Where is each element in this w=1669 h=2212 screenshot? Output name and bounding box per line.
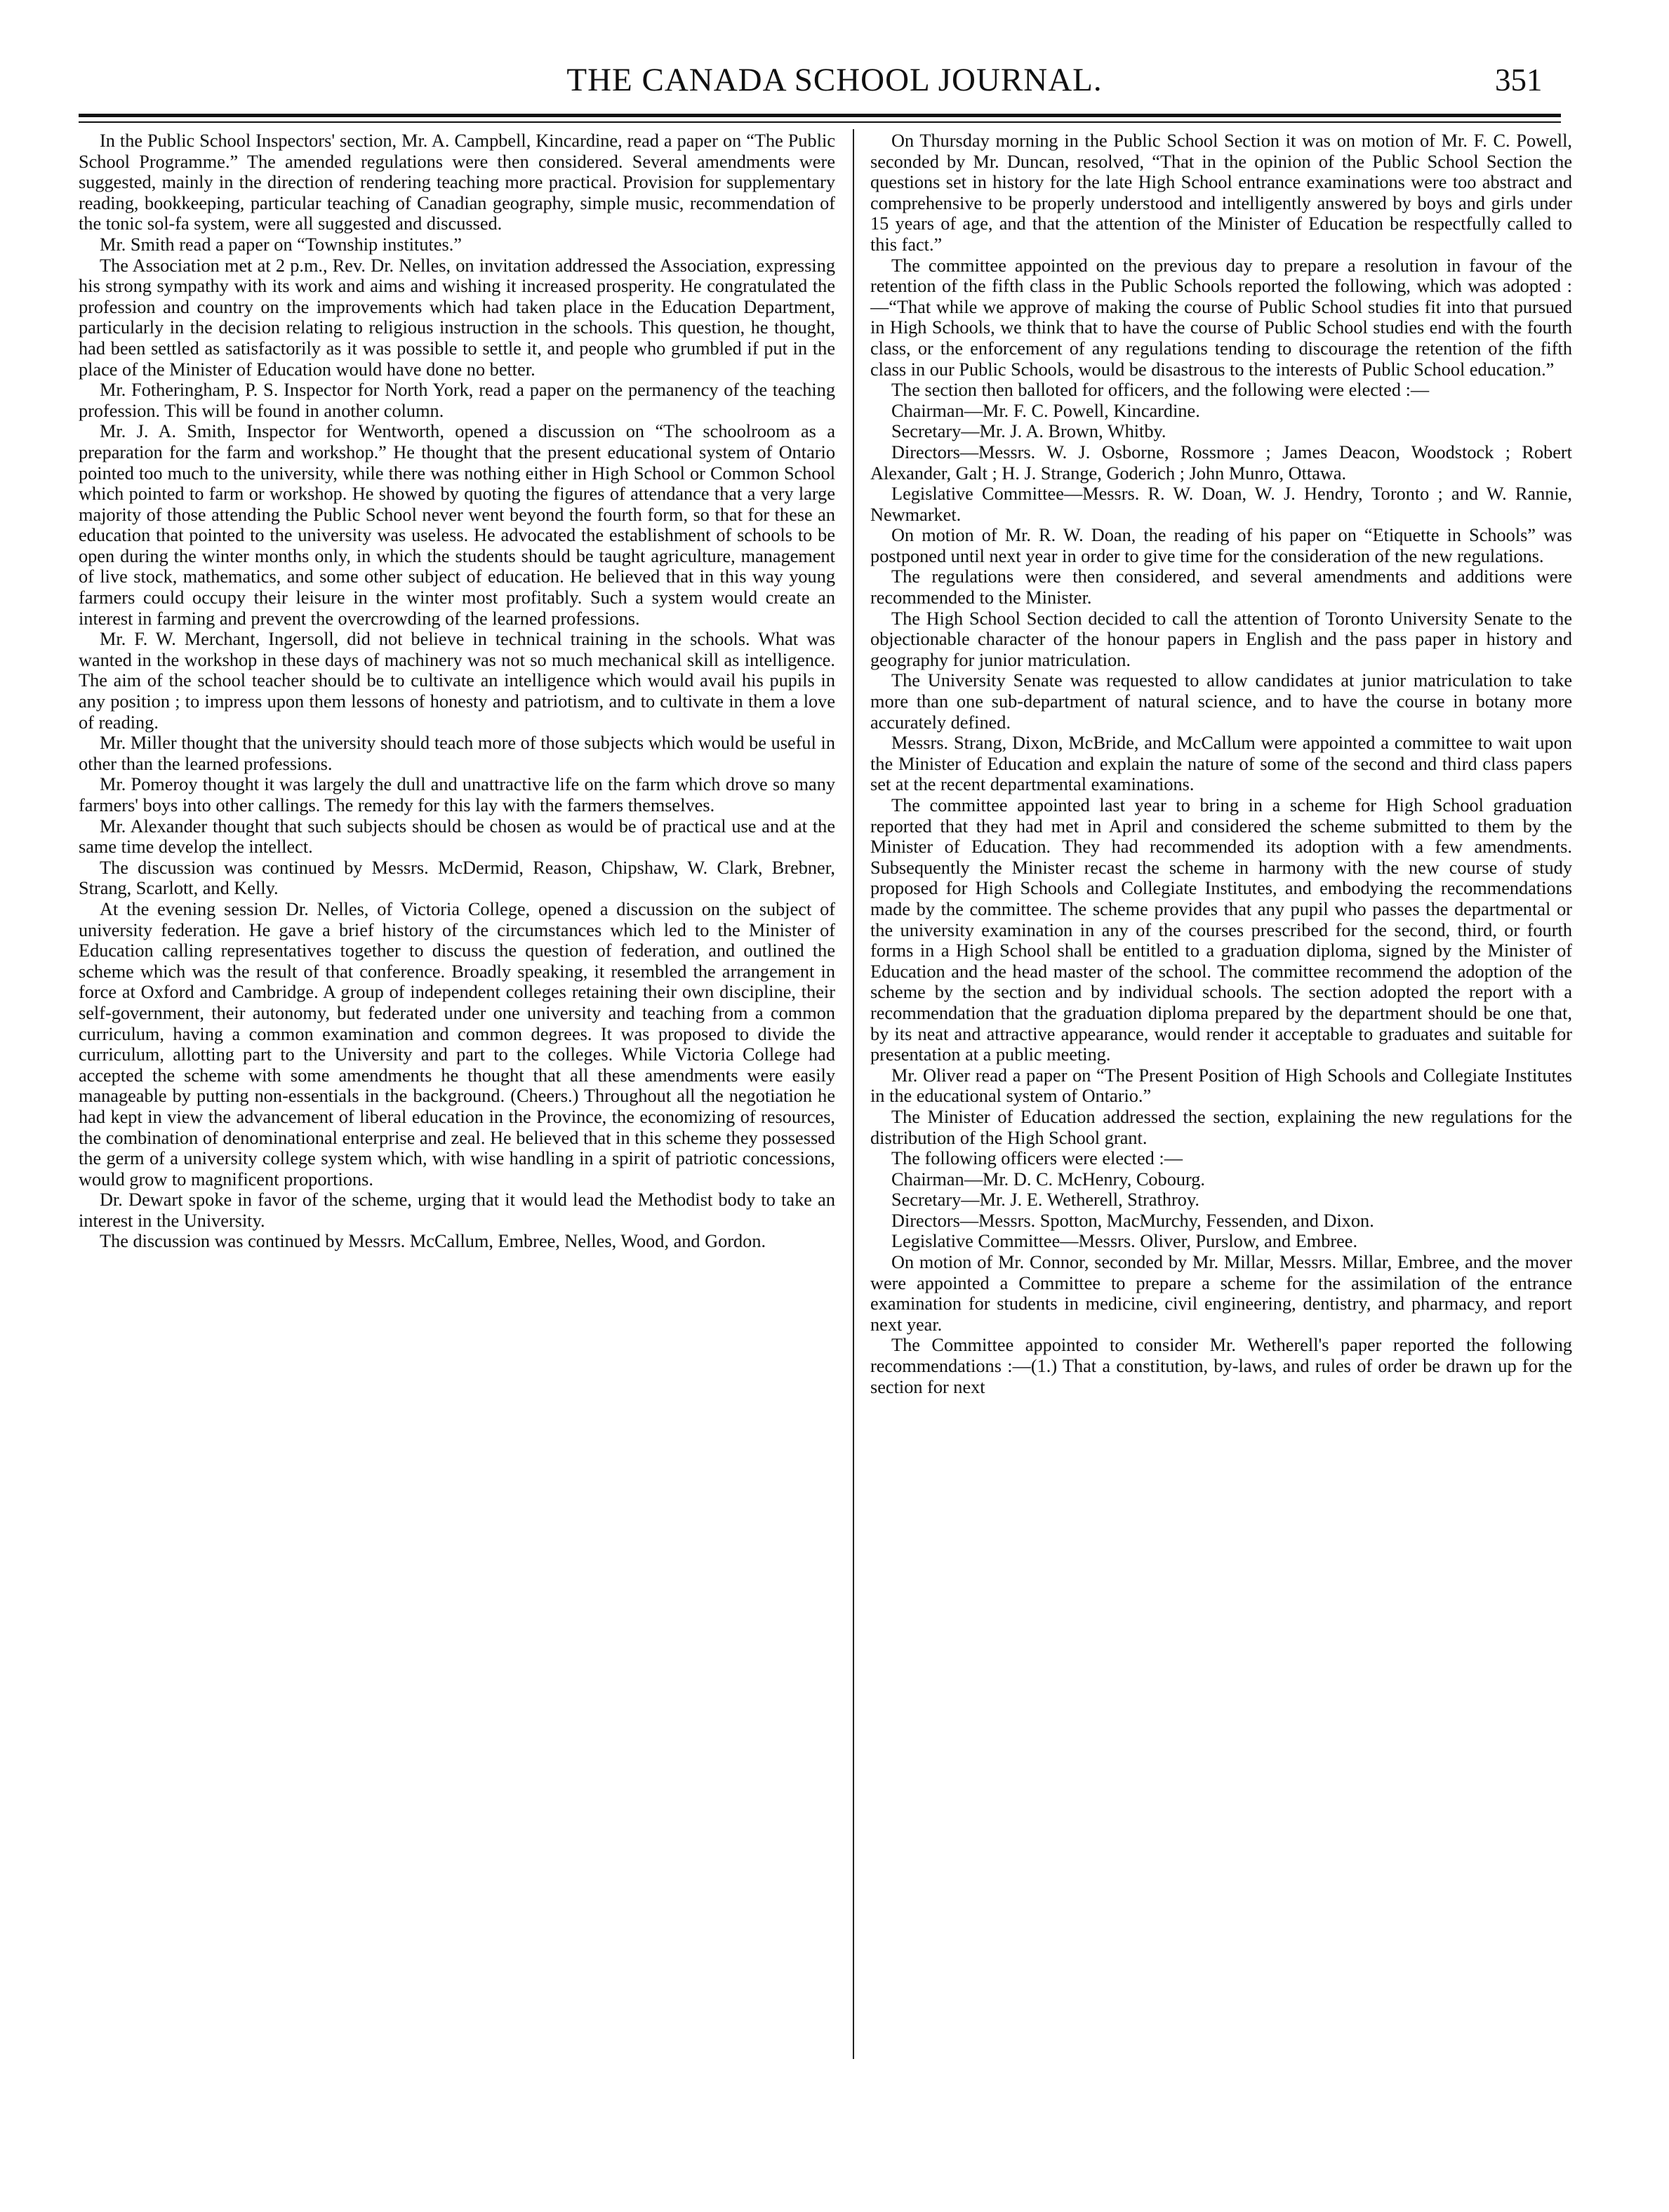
paragraph: In the Public School Inspectors' section, Mr. A. Campbell, Kincardine, read a paper on “The Public School Programme.” The amended regulations were then considered. Several amendments were suggested, mainly in the direction of rendering teaching more practical. Provision for supplementary reading, bookkeeping, particular teaching of Canadian geography, simple music, recommendation of the tonic sol-fa system, were all suggested and discussed. [79, 131, 835, 234]
left-column [79, 131, 835, 2067]
paragraph: The University Senate was requested to allow candidates at junior matriculation to take more than one sub-department of natural science, and to have the course in botany more accurately defined. [870, 670, 1572, 733]
officer-line: Legislative Committee—Messrs. R. W. Doan, W. J. Hendry, Toronto ; and W. Rannie, Newmarket. [870, 484, 1572, 525]
officer-line: Chairman—Mr. F. C. Powell, Kincardine. [891, 400, 1200, 421]
paragraph: Dr. Dewart spoke in favor of the scheme, urging that it would lead the Methodist body to take an interest in the University. [79, 1190, 835, 1231]
page-number: 351 [1495, 62, 1543, 98]
column-divider [853, 129, 854, 2059]
paragraph: The following officers were elected :— [891, 1148, 1183, 1169]
officer-line: Legislative Committee—Messrs. Oliver, Purslow, and Embree. [891, 1231, 1358, 1252]
paragraph: Mr. Fotheringham, P. S. Inspector for North York, read a paper on the permanency of the teaching profession. This will be found in another column. [79, 380, 835, 421]
right-column [870, 131, 1572, 2067]
paragraph: The discussion was continued by Messrs. McCallum, Embree, Nelles, Wood, and Gordon. [100, 1231, 766, 1252]
paragraph: On Thursday morning in the Public School Section it was on motion of Mr. F. C. Powell, seconded by Mr. Duncan, resolved, “That in the opinion of the Public School Section the questions set in history for the late High School entrance examinations were too abstract and comprehensive to be properly understood and intelligently answered by boys and girls under 15 years of age, and that the attention of the Minister of Education be respectfully called to this fact.” [870, 131, 1572, 255]
header-rule-thick [79, 114, 1561, 117]
paragraph: Mr. Miller thought that the university should teach more of those subjects which would be useful in other than the learned professions. [79, 733, 835, 774]
paragraph: The section then balloted for officers, and the following were elected :— [891, 380, 1430, 401]
paragraph: Mr. Alexander thought that such subjects should be chosen as would be of practical use and at the same time develop the intellect. [79, 815, 835, 858]
paragraph: The High School Section decided to call the attention of Toronto University Senate to the objectionable character of the honour papers in English and the pass paper in history and geography for junior matriculation. [870, 608, 1572, 670]
paragraph: Mr. F. W. Merchant, Ingersoll, did not believe in technical training in the schools. What was wanted in the workshop in these days of machinery was not so much mechanical skill as intelligence. The aim of the school teacher should be to cultivate an intelligence which would avail his pupils in any position ; to impress upon them lessons of honesty and patriotism, and to cultivate in them a love of reading. [79, 629, 835, 733]
officer-line: Directors—Messrs. W. J. Osborne, Rossmore ; James Deacon, Woodstock ; Robert Alexander, Galt ; H. J. Strange, Goderich ; John Munro, Ottawa. [870, 441, 1572, 484]
paragraph: The discussion was continued by Messrs. McDermid, Reason, Chipshaw, W. Clark, Brebner, Strang, Scarlott, and Kelly. [79, 857, 835, 899]
paragraph: Mr. Oliver read a paper on “The Present Position of High Schools and Collegiate Institutes in the educational system of Ontario.” [870, 1065, 1572, 1107]
paragraph: The committee appointed last year to bring in a scheme for High School graduation reported that they had met in April and considered the scheme submitted to them by the Minister of Education. They had recommended its adoption with a few amendments. Subsequently the Minister recast the scheme in harmony with the new course of study proposed for High Schools and Collegiate Institutes, and embodying the recommendations made by the committee. The scheme provides that any pupil who passes the departmental or the university examination in any of the courses prescribed for the second, third, or fourth forms in a High School shall be entitled to a graduation diploma, signed by the Minister of Education and the head master of the school. The committee recommend the adoption of the scheme by the section and by individual schools. The section adopted the report with a recommendation that the graduation diploma prepared by the department should be one that, by its neat and attractive appearance, would render it acceptable to graduates and suitable for presentation at a public meeting. [870, 795, 1572, 1065]
running-head-title: THE CANADA SCHOOL JOURNAL. [566, 62, 1103, 98]
paragraph: On motion of Mr. R. W. Doan, the reading of his paper on “Etiquette in Schools” was postponed until next year in order to give time for the consideration of the new regulations. [870, 525, 1572, 566]
header-rule-thin [79, 121, 1561, 123]
paragraph: At the evening session Dr. Nelles, of Victoria College, opened a discussion on the subject of university federation. He gave a brief history of the circumstances which led to the Minister of Education calling representatives together to discuss the question of federation, and outlined the scheme which was the result of that conference. Broadly speaking, it resembled the arrangement in force at Oxford and Cambridge. A group of independent colleges retaining their own discipline, their self-government, their autonomy, but federated under one university and teaching from a common curriculum, having a common examination and common degrees. It was proposed to divide the curriculum, allotting part to the University and part to the colleges. While Victoria College had accepted the scheme with some amendments he thought that all these amendments were easily manageable by putting non-essentials in the background. (Cheers.) Throughout all the negotiation he had kept in view the advancement of liberal education in the Province, the economizing of resources, the combination of denominational enterprise and zeal. He believed that in this scheme they possessed the germ of a university college system which, with wise handling in a spirit of patriotic concessions, would grow to magnificent proportions. [79, 898, 835, 1190]
paragraph: The Committee appointed to consider Mr. Wetherell's paper reported the following recommendations :—(1.) That a constitution, by-laws, and rules of order be drawn up for the section for next [870, 1335, 1572, 1397]
officer-line: Directors—Messrs. Spotton, MacMurchy, Fessenden, and Dixon. [891, 1210, 1374, 1231]
officer-line: Secretary—Mr. J. A. Brown, Whitby. [891, 421, 1166, 442]
paragraph: On motion of Mr. Connor, seconded by Mr. Millar, Messrs. Millar, Embree, and the mover were appointed a Committee to prepare a scheme for the assimilation of the entrance examination for students in medicine, civil engineering, dentistry, and pharmacy, and report next year. [870, 1252, 1572, 1335]
paragraph: Mr. Smith read a paper on “Township institutes.” [100, 234, 462, 255]
officer-line: Chairman—Mr. D. C. McHenry, Cobourg. [891, 1168, 1206, 1190]
paragraph: The Minister of Education addressed the section, explaining the new regulations for the distribution of the High School grant. [870, 1106, 1572, 1148]
paragraph: Mr. Pomeroy thought it was largely the dull and unattractive life on the farm which drove so many farmers' boys into other callings. The remedy for this lay with the farmers themselves. [79, 774, 835, 815]
paragraph: Messrs. Strang, Dixon, McBride, and McCallum were appointed a committee to wait upon the Minister of Education and explain the nature of some of the second and third class papers set at the recent departmental examinations. [870, 733, 1572, 795]
paragraph: The Association met at 2 p.m., Rev. Dr. Nelles, on invitation addressed the Association, expressing his strong sympathy with its work and aims and wishing it increased prosperity. He congratulated the profession and country on the improvements which had taken place in the Education Department, particularly in the decision relating to religious instruction in the schools. This question, he thought, had been settled as satisfactorily as it was possible to settle it, and people who grumbled if put in the place of the Minister of Education would have done no better. [79, 255, 835, 380]
officer-line: Secretary—Mr. J. E. Wetherell, Strathroy. [891, 1190, 1199, 1211]
paragraph: The committee appointed on the previous day to prepare a resolution in favour of the retention of the fifth class in the Public Schools reported the following, which was adopted :—“That while we approve of making the course of Public School studies fit into that pursued in High Schools, we think that to have the course of Public School studies end with the fourth class, or the enforcement of any regulations tending to discourage the retention of the fifth class in our Public Schools, would be disastrous to the interests of Public School education.” [870, 255, 1572, 380]
paragraph: The regulations were then considered, and several amendments and additions were recommended to the Minister. [870, 566, 1572, 608]
paragraph: Mr. J. A. Smith, Inspector for Wentworth, opened a discussion on “The schoolroom as a preparation for the farm and workshop.” He thought that the present educational system of Ontario pointed too much to the university, while there was nothing either in High School or Common School which pointed to farm or workshop. He showed by quoting the figures of attendance that a very large majority of those attending the Public School never went beyond the fourth form, so that for these an education that pointed to the university was useless. He advocated the establishment of schools to be open during the winter months only, in which the students should be taught agriculture, management of live stock, mathematics, and some other subject of education. He believed that in this way young farmers could occupy their leisure in the winter most profitably. Such a system would create an interest in farming and prevent the overcrowding of the learned professions. [79, 421, 835, 629]
